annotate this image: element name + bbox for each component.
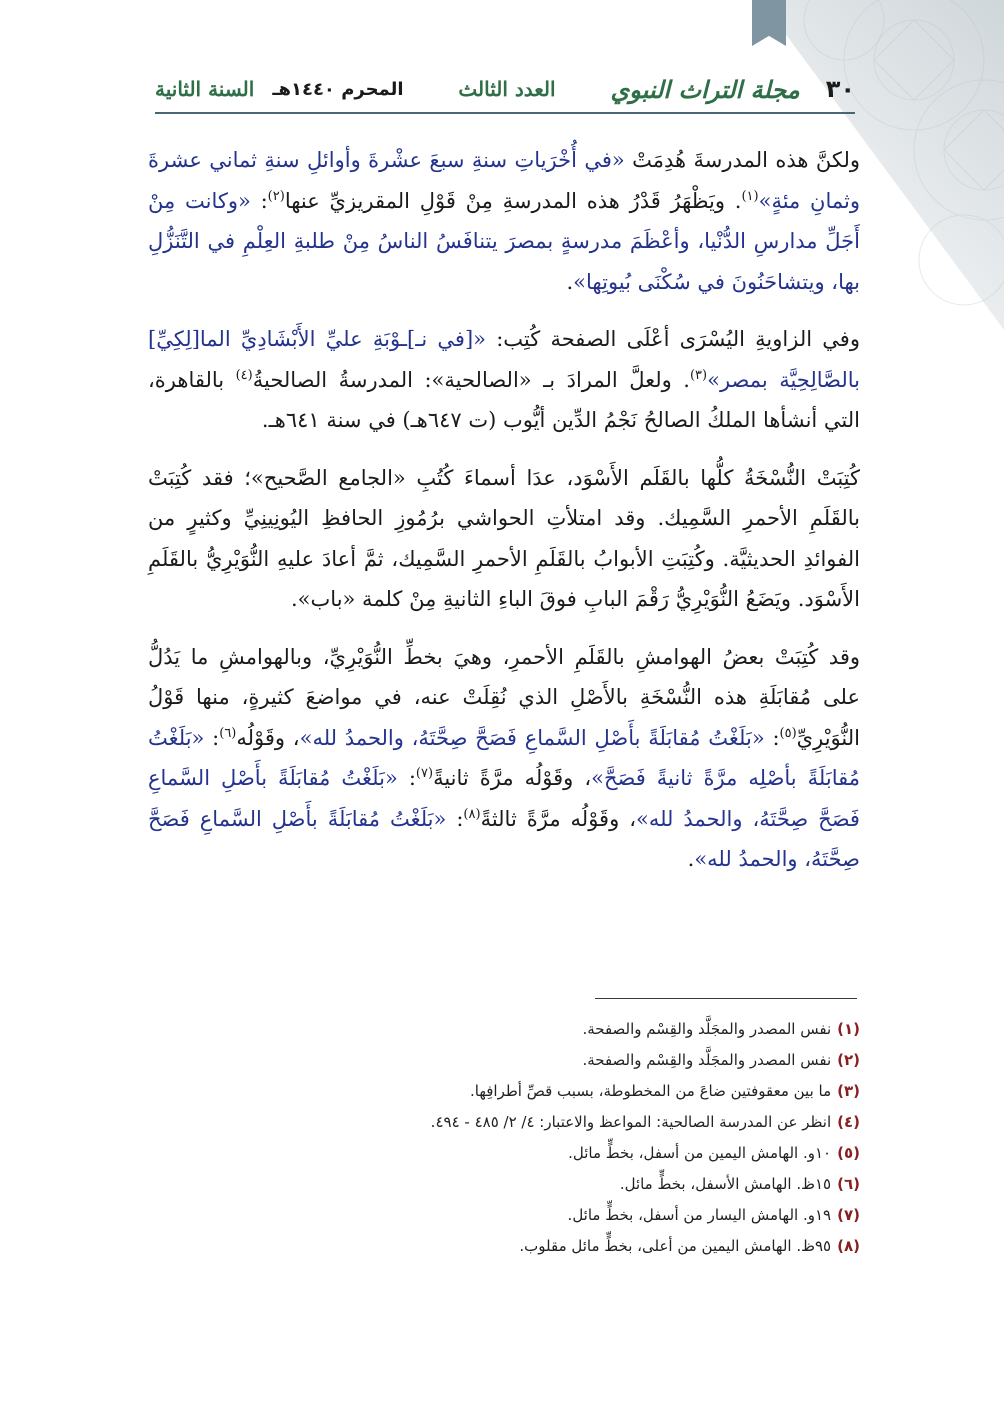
- text-span: ، وقَوْلُه: [236, 725, 300, 750]
- text-span: :: [204, 725, 220, 750]
- text-span: :: [446, 806, 464, 831]
- footnote-number: (٥): [837, 1144, 860, 1162]
- footnote-number: (١): [837, 1020, 860, 1038]
- footnote-item: [148, 1169, 860, 1200]
- quote: «وكانت مِنْ أَجَلِّ مدارسِ الدُّنْيا، وأعْظَمَ مدرسةٍ بمصرَ يتنافَسُ الناسُ مِنْ طلبةِ العِلْمِ في التَّنَزُّلِ بها، ويتشاحَنُونَ في سُكْنَى بُيوتِها»: [148, 188, 860, 294]
- footnote-number: (٦): [837, 1175, 860, 1193]
- quote: «بَلَغْتُ مُقابَلَةً بأَصْلِ السَّماعِ فَصَحَّ صِحَّتَهُ، والحمدُ لله»: [148, 806, 860, 871]
- paragraph-4: [148, 637, 860, 880]
- footnote-number: (٣): [837, 1082, 860, 1100]
- footnote-number: (٤): [837, 1113, 860, 1131]
- footnote-text: انظر عن المدرسة الصالحية: المواعظ والاعتبار: ٤/ ٢/ ٤٨٥ - ٤٩٤.: [430, 1113, 832, 1131]
- paragraph-3: كُتِبَتْ النُّسْخَةُ كلُّها بالقَلَم الأَسْوَد، عدَا أسماءَ كُتُبِ «الجامع الصَّحيح»؛ فقد كُتِبَتْ بالقَلَمِ الأحمرِ السَّمِيك. وقد امتلأتِ الحواشي برُمُوزِ الحافظِ اليُونِينِيِّ وكثيرٍ من الفوائدِ الحديثيَّة. وكُتِبَتِ الأبوابُ بالقَلَمِ الأحمرِ السَّمِيك، ثمَّ أعادَ عليهِ النُّوَيْرِيُّ بالقَلَمِ الأَسْوَد. ويَضَعُ النُّوَيْرِيُّ رَقْمَ البابِ فوقَ الباءِ الثانيةِ مِنْ كلمة «باب».: [148, 465, 860, 611]
- quote: «بَلَغْتُ مُقابَلَةً بأصْلِه مرَّةً ثانيةً فَصَحَّ»: [148, 725, 860, 790]
- paragraph-2: [148, 319, 860, 441]
- footnote-item: [148, 1138, 860, 1169]
- footnote-item: [148, 1231, 860, 1262]
- text-span: .: [687, 847, 695, 871]
- text-span: ، وقَوْلُه مرَّةً ثانيةً: [433, 766, 592, 790]
- footnote-text: نفس المصدر والمجَلَّد والقِسْم والصفحة.: [582, 1020, 832, 1038]
- quote: «بَلَغْتُ مُقابَلَةً بأَصْلِ السَّماعِ فَصَحَّ صِحَّتَهُ، والحمدُ لله»: [299, 725, 765, 750]
- volume-year: السنة الثانية: [155, 77, 255, 101]
- text-span: وفي الزاويةِ اليُسْرَى أعْلَى الصفحة كُتِب:: [486, 327, 860, 351]
- text-span: ، وقَوْلُه مرَّةً ثالثةً: [480, 806, 636, 831]
- footnote-text: ما بين معقوفتين ضاعَ من المخطوطة، بسبب قصِّ أطرافِها.: [469, 1082, 832, 1100]
- main-text: [148, 140, 860, 897]
- footnote-ref[interactable]: (٢): [267, 188, 285, 204]
- footnote-text: ٩٥ظ. الهامش اليمين من أعلى، بخطٍّ مائل مقلوب.: [519, 1237, 832, 1255]
- footnote-ref[interactable]: (٦): [219, 725, 237, 741]
- text-span: وقد كُتِبَتْ بعضُ الهوامشِ بالقَلَمِ الأحمرِ، وهيَ بخطِّ النُّوَيْرِيِّ، وبالهوامشِ ما يَدُلُّ على مُقابَلَةِ هذه النُّسْخَةِ بالأَصْلِ الذي نُقِلَتْ عنه، في مواضعَ كثيرةٍ، منها قَوْلُ النُّوَيْرِيِّ: [148, 644, 860, 750]
- footnote-ref[interactable]: (٨): [463, 806, 481, 822]
- text-span: . ويَظْهَرُ قَدْرُ هذه المدرسةِ مِنْ قَوْلِ المقريزيِّ عنها: [284, 188, 742, 213]
- footnote-text: ١٩و. الهامش اليسار من أسفل، بخطٍّ مائل.: [567, 1206, 832, 1224]
- page-number: ٣٠: [825, 75, 855, 103]
- footnote-number: (٢): [837, 1051, 860, 1069]
- footnote-text: ١٠و. الهامش اليمين من أسفل، بخطٍّ مائل.: [568, 1144, 832, 1162]
- footnote-item: [148, 1014, 860, 1045]
- footnote-item: [148, 1076, 860, 1107]
- footnote-number: (٧): [837, 1206, 860, 1224]
- paragraph-1: [148, 140, 860, 302]
- issue-date: المحرم ١٤٤٠هـ: [272, 78, 404, 100]
- text-span: ولكنَّ هذه المدرسةَ هُدِمَتْ: [624, 148, 860, 172]
- footnote-ref[interactable]: (٤): [235, 367, 253, 383]
- text-span: :: [397, 766, 416, 790]
- journal-title: مجلة التراث النبوي: [610, 74, 800, 104]
- footnote-item: [148, 1200, 860, 1231]
- footnote-ref[interactable]: (٧): [415, 766, 434, 781]
- text-span: :: [764, 725, 780, 750]
- footnote-text: ١٥ظ. الهامش الأسفل، بخطٍّ مائل.: [619, 1175, 832, 1193]
- header-right-group: [610, 75, 855, 104]
- header-left-group: [155, 77, 404, 101]
- footnote-ref[interactable]: (١): [741, 188, 759, 204]
- footnote-ref[interactable]: (٣): [689, 367, 708, 383]
- quote: «[في نـ]ـوْبَةِ عليِّ الأَبْشَادِيِّ الما[لِكِيِّ] بالصَّالِحِيَّة بمصر»: [148, 327, 861, 392]
- footnote-item: [148, 1045, 860, 1076]
- footnotes-list: [148, 1014, 860, 1262]
- footnote-separator: [595, 998, 857, 999]
- text-span: :: [250, 188, 268, 213]
- footnote-ref[interactable]: (٥): [779, 725, 797, 741]
- running-header: [155, 66, 855, 114]
- issue-label: العدد الثالث: [458, 77, 556, 101]
- quote: «بَلَغْتُ مُقابَلَةً بأَصْلِ السَّماعِ فَصَحَّ صِحَّتَهُ، والحمدُ لله»: [148, 766, 860, 831]
- footnote-item: [148, 1107, 860, 1138]
- quote: «في أُخْرَياتِ سنةِ سبعَ عشْرةَ وأوائلِ سنةِ ثماني عشرةَ وثمانِ مئةٍ»: [148, 148, 860, 213]
- text-span: بالقاهرة، التي أنشأها الملكُ الصالحُ نَجْمُ الدِّين أيُّوب (ت ٦٤٧هـ) في سنة ٦٤١هـ.: [148, 367, 860, 432]
- text-span: . ولعلَّ المرادَ بـ «الصالحية»: المدرسةُ الصالحيةُ: [252, 367, 690, 392]
- footnote-text: نفس المصدر والمجَلَّد والقِسْم والصفحة.: [582, 1051, 832, 1069]
- footnote-number: (٨): [837, 1237, 860, 1255]
- text-span: .: [566, 269, 574, 294]
